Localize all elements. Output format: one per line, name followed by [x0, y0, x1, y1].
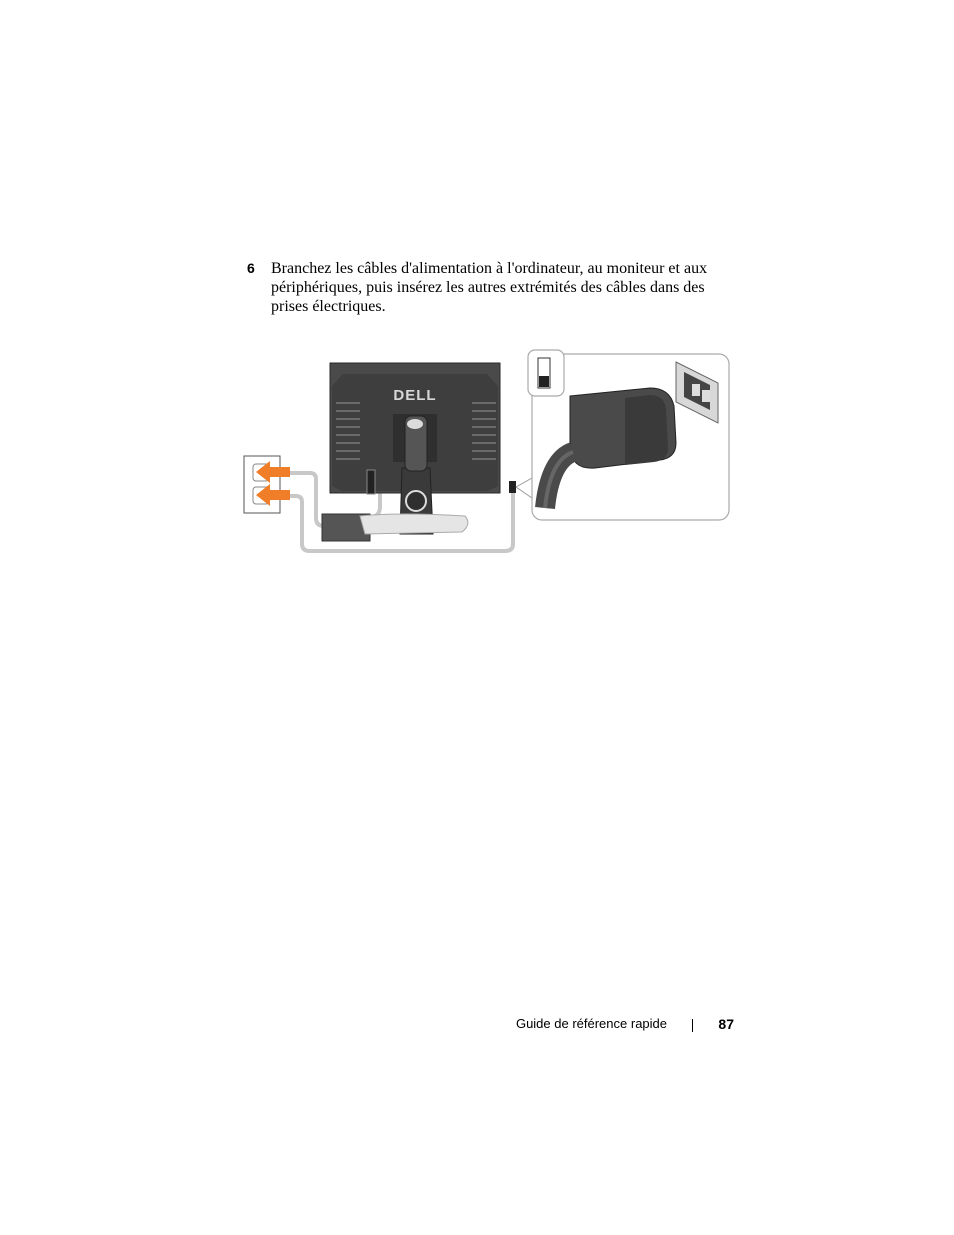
- footer-separator: [692, 1019, 693, 1032]
- step-instruction: Branchez les câbles d'alimentation à l'ordinateur, au moniteur et aux périphériques, puis insérez les autres extrémités des câbles dans des prises électriques.: [271, 260, 708, 315]
- step-number: 6: [247, 260, 255, 276]
- monitor-power-port: [509, 481, 516, 493]
- footer-title: Guide de référence rapide: [515, 1016, 667, 1031]
- dell-logo: DELL: [393, 387, 437, 404]
- monitor-back: [330, 363, 500, 534]
- page-footer: [500, 1016, 740, 1036]
- page-number: 87: [718, 1016, 734, 1032]
- power-plug-detail: [528, 350, 729, 520]
- power-connection-illustration: [240, 348, 734, 563]
- wall-outlet: [244, 456, 280, 513]
